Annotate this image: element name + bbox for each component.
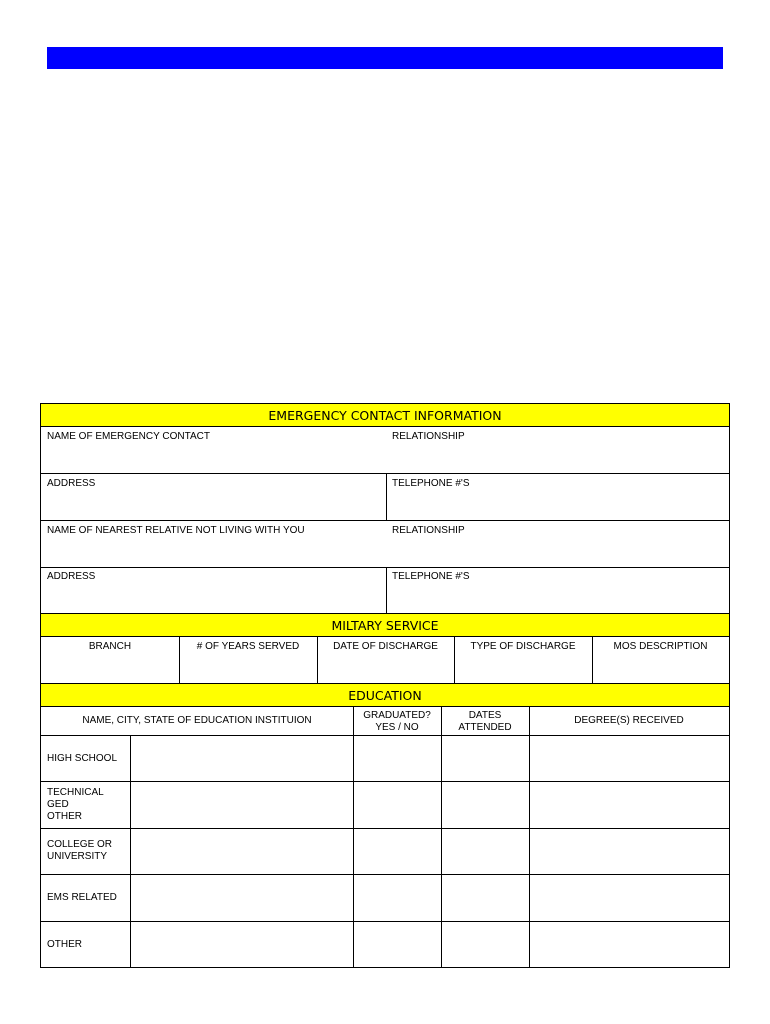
education-row-other [41, 922, 130, 967]
military-discharge-type-label: TYPE OF DISCHARGE [470, 641, 576, 652]
education-row-label: HIGH SCHOOL [47, 753, 118, 764]
nearest-relative-telephone-field[interactable] [386, 568, 729, 613]
college-institution-input[interactable] [131, 829, 353, 874]
divider [529, 707, 530, 968]
emergency-relationship-label: RELATIONSHIP [392, 431, 465, 442]
nearest-relative-address-label: ADDRESS [47, 571, 96, 582]
education-degree-header [529, 707, 729, 736]
divider [441, 707, 442, 968]
nearest-relative-relationship-label: RELATIONSHIP [392, 525, 465, 536]
technical-institution-input[interactable] [131, 782, 353, 828]
education-row-label: EMS RELATED [47, 892, 117, 903]
high-school-institution-input[interactable] [131, 736, 353, 781]
education-row-label: TECHNICAL [47, 787, 104, 798]
military-branch-field[interactable] [41, 637, 179, 683]
education-dates-label-line2: ATTENDED [458, 722, 512, 733]
application-form [40, 403, 730, 968]
education-graduated-header [353, 707, 441, 736]
education-section-header [41, 683, 729, 707]
education-row-label: UNIVERSITY [47, 851, 108, 862]
emergency-section-header [41, 404, 729, 427]
nearest-relative-name-field[interactable] [41, 521, 386, 567]
divider [353, 707, 354, 968]
education-row-college [41, 829, 130, 875]
military-discharge-date-label: DATE OF DISCHARGE [333, 641, 438, 652]
military-branch-label: BRANCH [88, 641, 132, 652]
emergency-address-label: ADDRESS [47, 478, 96, 489]
education-graduated-label-line2: YES / NO [375, 722, 419, 733]
education-degree-label: DEGREE(S) RECEIVED [574, 715, 684, 726]
nearest-relative-name-label: NAME OF NEAREST RELATIVE NOT LIVING WITH YOU [47, 525, 305, 536]
emergency-address-field[interactable] [41, 474, 386, 520]
education-institution-header [41, 707, 353, 736]
emergency-relationship-field[interactable] [386, 427, 729, 473]
military-years-field[interactable] [179, 637, 317, 683]
military-mos-label: MOS DESCRIPTION [613, 641, 708, 652]
ems-institution-input[interactable] [131, 875, 353, 921]
education-section-title: EDUCATION [348, 688, 422, 703]
military-discharge-type-field[interactable] [454, 637, 592, 683]
military-years-label: # OF YEARS SERVED [196, 641, 300, 652]
education-dates-header [441, 707, 529, 736]
education-row-ems [41, 875, 130, 921]
emergency-contact-name-field[interactable] [41, 427, 386, 473]
nearest-relative-address-field[interactable] [41, 568, 386, 613]
military-discharge-date-field[interactable] [317, 637, 454, 683]
emergency-section-title: EMERGENCY CONTACT INFORMATION [268, 408, 502, 423]
emergency-contact-name-label: NAME OF EMERGENCY CONTACT [47, 431, 210, 442]
education-row-label: COLLEGE OR [47, 839, 113, 850]
emergency-telephone-field[interactable] [386, 474, 729, 520]
education-row-label: OTHER [47, 811, 82, 822]
military-section-header [41, 613, 729, 637]
nearest-relative-telephone-label: TELEPHONE #'S [392, 571, 470, 582]
education-graduated-label-line1: GRADUATED? [363, 710, 431, 721]
education-row-technical [41, 782, 130, 828]
military-section-title: MILTARY SERVICE [331, 618, 439, 633]
education-row-high-school [41, 736, 130, 782]
other-institution-input[interactable] [131, 922, 353, 967]
education-row-label: GED [47, 799, 69, 810]
emergency-telephone-label: TELEPHONE #'S [392, 478, 470, 489]
header-color-bar [47, 47, 723, 69]
education-institution-label: NAME, CITY, STATE OF EDUCATION INSTITUION [82, 715, 312, 726]
education-dates-label-line1: DATES [468, 710, 502, 721]
military-mos-field[interactable] [592, 637, 729, 683]
nearest-relative-relationship-field[interactable] [386, 521, 729, 567]
education-row-label: OTHER [47, 939, 82, 950]
